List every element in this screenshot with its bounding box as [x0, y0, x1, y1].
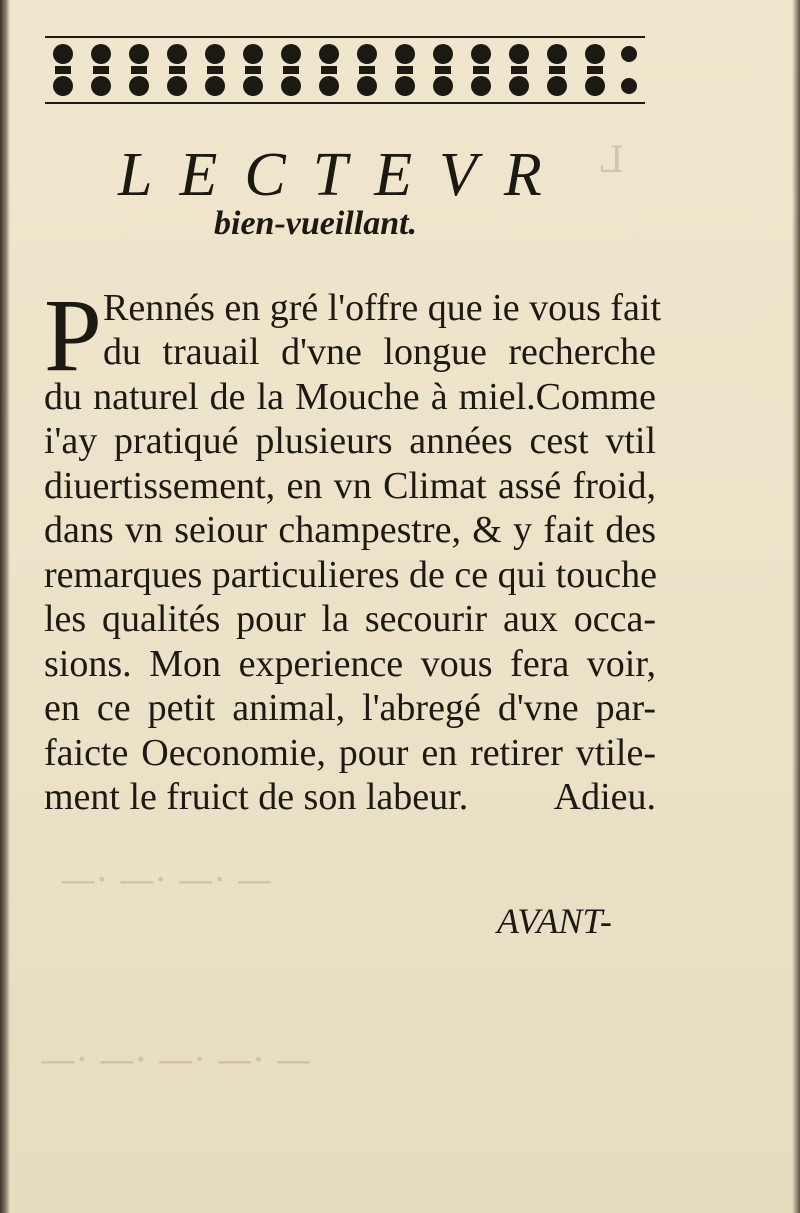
text-line: en ce petit animal, l'abregé d'vne par- [44, 687, 656, 729]
ornament-band [45, 30, 645, 110]
text-line: sions. Mon experience vous fera voir, [44, 643, 656, 685]
text-line: dans vn seiour champestre, & y fait des [44, 509, 656, 551]
text-line: du naturel de la Mouche à miel.Comme [44, 376, 656, 418]
book-page: L — ·— ·— ·— — ·— ·— ·— ·— LECTEVR bien-vueillant. P Rennés en gré l'offre que ie vous fait du trauail d'vne longue recherche du naturel de la Mouche à miel.Comme i'ay pratiqué plusieurs années cest vtil diuertissement, en vn Climat assé froid, dans vn seiour champestre, & y fait des remarques particulieres de ce qui touche les qualités pour la secourir aux occa- sions. Mon experience vous fera voir, en ce petit animal, l'abregé d'vne par- faicte Oeconomie, pour en retirer vtile- ment le fruict de son labeur. Adieu. AVANT- [0, 0, 800, 1213]
text-line: ment le fruict de son labeur. [44, 776, 469, 818]
page-gutter-shadow [0, 0, 10, 1213]
page-title: LECTEVR [118, 141, 569, 209]
text-line: i'ay pratiqué plusieurs années cest vtil [44, 420, 656, 462]
text-line-last [44, 775, 656, 819]
text-line: faicte Oeconomie, pour en retirer vtile- [44, 732, 656, 774]
page-edge-shadow [792, 0, 800, 1213]
catchword: AVANT- [497, 901, 612, 941]
text-line: diuertissement, en vn Climat assé froid, [44, 465, 656, 507]
text-line: remarques particulieres de ce qui touche [44, 554, 657, 596]
closing-word: Adieu. [553, 776, 656, 818]
text-line: les qualités pour la secourir aux occa- [44, 598, 656, 640]
text-line: Rennés en gré l'offre que ie vous fait [103, 287, 662, 329]
page-subtitle: bien-vueillant. [214, 205, 418, 242]
text-line: du trauail d'vne longue recherche [103, 331, 656, 373]
drop-cap: P [44, 278, 102, 393]
